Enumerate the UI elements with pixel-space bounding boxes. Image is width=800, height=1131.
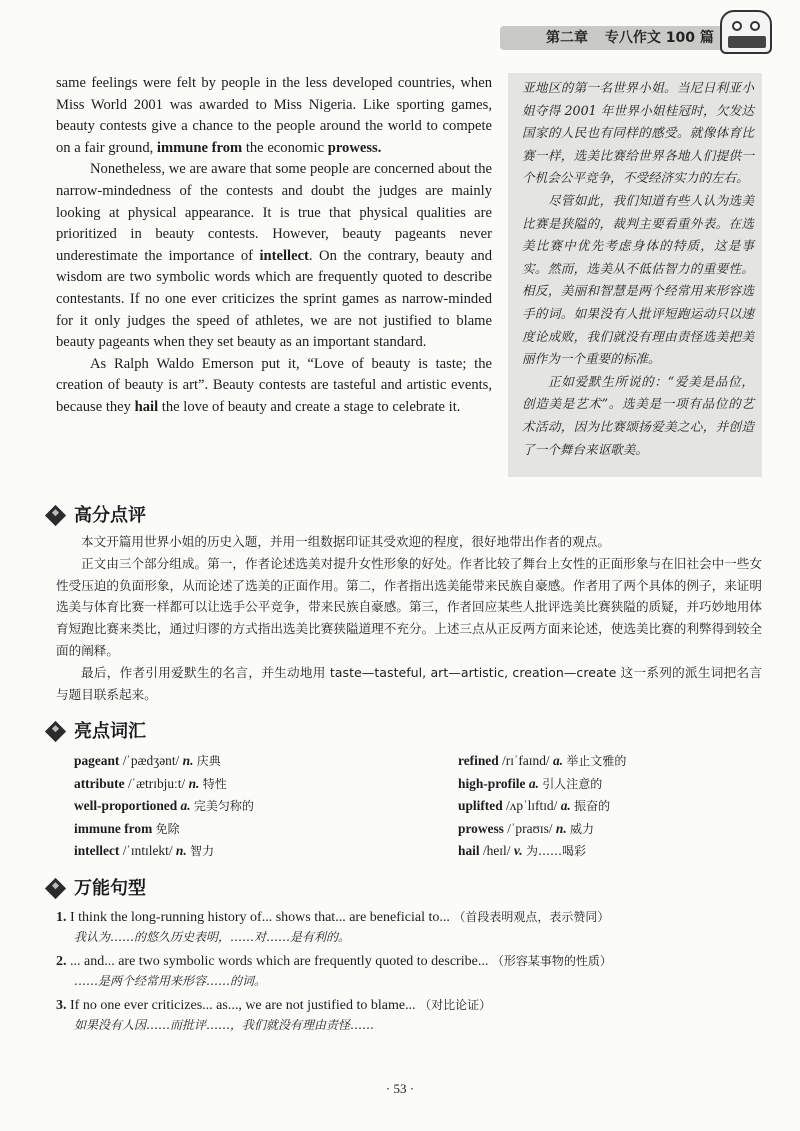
essay-english	[56, 73, 492, 419]
mascot-logo-icon	[720, 10, 772, 54]
diamond-bullet-icon	[45, 878, 66, 899]
sentence-heading: 万能句型	[44, 876, 146, 902]
diamond-bullet-icon	[45, 505, 66, 526]
review-paragraph-2: 正文由三个部分组成。第一，作者论述选美对提升女性形象的好处。作者比较了舞台上女性的正面形象与在旧社会中一些女性受压迫的负面形象，从而论述了选美的正面作用。第二，作者指出选美能带来民族自豪感。作者用了两个具体的例子，来证明选美与体育比赛一样都可以让选手公平竞争，带来民族自豪感。第三，作者回应某些人批评选美比赛狭隘的质疑，并巧妙地用体育短跑比赛来类比，通过归谬的方式指出选美比赛狭隘道理不充分。上述三点从正反两方面来论述，使选美比赛的利弊得到较全面的阐释。	[56, 555, 762, 658]
essay-paragraph-1: same feelings were felt by people in the less developed countries, when Miss World 2001 was awarded to Miss Nigeria. Like sporting games, beauty contests give a chance to the people around the world to compete on a fair ground, immune from the economic prowess.	[56, 75, 492, 156]
essay-translation	[508, 73, 762, 477]
vocab-item: refined /rɪˈfaɪnd/ a. 举止文雅的	[458, 753, 627, 768]
sentence-item: 3. If no one ever criticizes... as..., we are not justified to blame... （对比论证） 如果没有人因……而批评……，我们就没有理由责怪……	[56, 995, 762, 1039]
sentence-item: 2. ... and... are two symbolic words which are frequently quoted to describe... （形容某事物的性质） ……是两个经常用来形容……的词。	[56, 951, 762, 995]
chapter-banner	[500, 26, 744, 50]
translation-paragraph-3: 正如爱默生所说的：“爱美是品位，创造美是艺术”。选美是一项有品位的艺术活动，因为比赛颂扬爱美之心，并创造了一个舞台来讴歌美。	[522, 373, 754, 457]
review-paragraph-1: 本文开篇用世界小姐的历史入题，并用一组数据印证其受欢迎的程度，很好地带出作者的观点。	[81, 534, 610, 549]
page-header	[0, 0, 800, 60]
vocab-column-left	[74, 750, 404, 863]
sentence-translation: 如果没有人因……而批评……，我们就没有理由责怪……	[74, 1018, 375, 1032]
sentence-item: 1. I think the long-running history of... shows that... are beneficial to... （首段表明观点，表示赞同） 我认为……的悠久历史表明，……对……是有利的。	[56, 907, 762, 951]
diamond-bullet-icon	[45, 721, 66, 742]
translation-paragraph-1: 亚地区的第一名世界小姐。当尼日利亚小姐夺得 2001 年世界小姐桂冠时，欠发达国家的人民也有同样的感受。就像体育比赛一样，选美比赛给世界各地人们提供一个机会公平竞争，不受经济实力的左右。	[522, 80, 754, 186]
vocab-item: immune from 免除	[74, 820, 180, 836]
essay-paragraph-3: As Ralph Waldo Emerson put it, “Love of beauty is taste; the creation of beauty is art”. Beauty contests are tasteful and artistic events, because they hail the love of beauty and create a stage to celebrate it.	[56, 355, 492, 415]
vocab-item: hail /heɪl/ v. 为……喝彩	[458, 843, 587, 859]
vocab-item: pageant /ˈpædʒənt/ n. 庆典	[74, 753, 221, 768]
review-text	[56, 531, 762, 705]
review-heading: 高分点评	[44, 503, 146, 529]
vocab-heading: 亮点词汇	[44, 719, 146, 745]
vocab-column-right	[458, 750, 788, 863]
essay-paragraph-2: Nonetheless, we are aware that some people are concerned about the narrow-mindedness of the contests and doubt the judges are mainly looking at physical appearance. It is true that physical qualities are prioritized in beauty contests. However, beauty pageants never underestimate the importance of intellect. On the contrary, beauty and wisdom are two symbolic words which are frequently quoted to describe contestants. If no one ever criticizes the sprint games as narrow-minded for it only judges the speed of athletes, we are not justified to blame beauty pageants when they set beauty as an important standard.	[56, 161, 492, 351]
vocab-item: attribute /ˈætrɪbjuːt/ n. 特性	[74, 775, 227, 791]
translation-paragraph-2: 尽管如此，我们知道有些人认为选美比赛是狭隘的，裁判主要看重外表。在选美比赛中优先考虑身体的特质，这是事实。然而，选美从不低估智力的重要性。相反，美丽和智慧是两个经常用来形容选手的词。如果没有人批评短跑运动只以速度论成败，我们就没有理由责怪选美把美丽作为一个重要的标准。	[522, 192, 754, 367]
vocab-item: prowess /ˈpraʊɪs/ n. 威力	[458, 820, 595, 836]
page-number: · 53 ·	[385, 1081, 415, 1096]
vocab-item: intellect /ˈɪntɪlekt/ n. 智力	[74, 843, 215, 859]
vocab-item: well-proportioned a. 完美匀称的	[74, 798, 254, 814]
chapter-label: 第二章	[546, 30, 588, 46]
vocab-item: high-profile a. 引人注意的	[458, 775, 603, 791]
sentence-translation: 我认为……的悠久历史表明，……对……是有利的。	[74, 930, 351, 944]
sentence-patterns	[56, 907, 762, 1039]
vocab-item: uplifted /ʌpˈlɪftɪd/ a. 振奋的	[458, 798, 611, 814]
sentence-translation: ……是两个经常用来形容……的词。	[74, 974, 267, 988]
review-paragraph-3: 最后，作者引用爱默生的名言，并生动地用 taste—tasteful, art—artistic, creation—create 这一系列的派生词把名言与题目联系起来。	[56, 664, 762, 702]
book-title: 专八作文 100 篇	[604, 30, 714, 46]
